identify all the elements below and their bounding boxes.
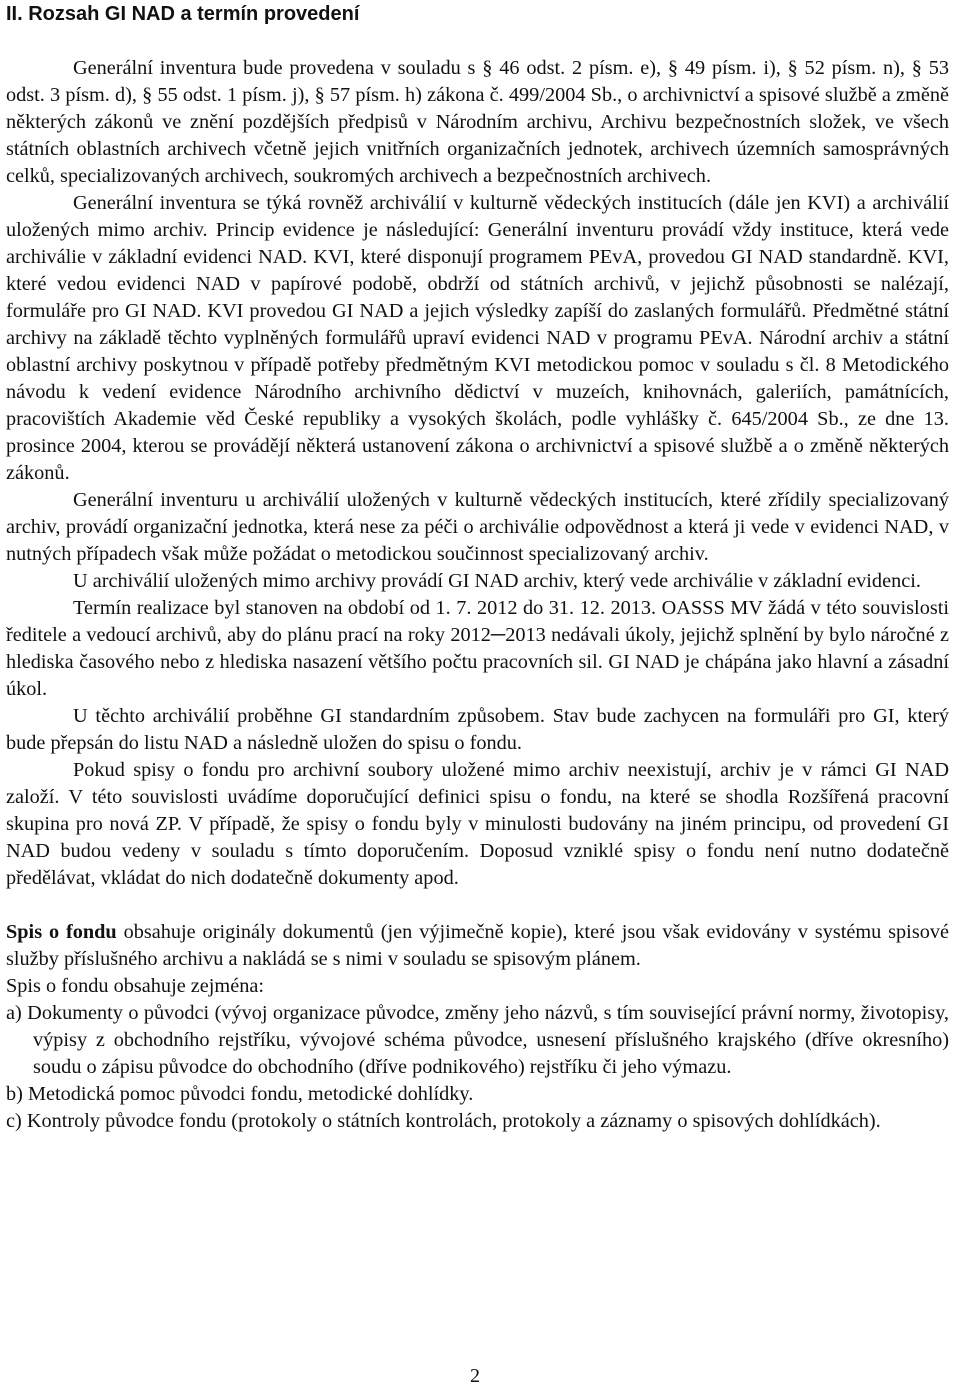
paragraph-outside-archives: U archiválií uložených mimo archivy provádí GI NAD archiv, který vede archiválie v základní evidenci. [73, 570, 921, 592]
list-item [6, 1000, 949, 1081]
spis-term: Spis o fondu [6, 921, 117, 943]
paragraph-spis-definition [6, 919, 949, 973]
spacer [6, 28, 949, 55]
section-heading: II. Rozsah GI NAD a termín provedení [6, 3, 360, 25]
list-item [6, 1081, 949, 1108]
list-item-label: c) [6, 1110, 22, 1132]
paragraph-kvi: Generální inventura se týká rovněž archiválií v kulturně vědeckých institucích (dále jen KVI) a archiválií uložených mimo archiv. Princip evidence je následující: Generální inventuru provádí vždy instituce, která vede archiválie v základní evidenci NAD. KVI, které disponují programem PEvA, provedou GI NAD standardně. KVI, které vedou evidenci NAD v papírové podobě, obdrží od státních archivů, v jejichž působnosti se nalézají, formuláře pro GI NAD. KVI provedou GI NAD a jejich výsledky zapíší do zaslaných formulářů. Předmětné státní archivy na základě těchto vyplněných formulářů upraví evidenci NAD v programu PEvA. Národní archiv a státní oblastní archivy poskytnou v případě potřeby předmětným KVI metodickou pomoc v souladu s čl. 8 Metodického návodu k vedení evidence Národního archivního dědictví v muzeích, knihovnách, galeriích, památnících, pracovištích Akademie věd České republiky a vysokých školách, podle vyhlášky č. 645/2004 Sb., ze dne 13. prosince 2004, kterou se provádějí některá ustanovení zákona o archivnictví a spisové službě a o změně některých zákonů. [6, 192, 949, 484]
list-item-label: a) [6, 1002, 22, 1024]
paragraph-scope: Generální inventura bude provedena v souladu s § 46 odst. 2 písm. e), § 49 písm. i), § 52 písm. n), § 53 odst. 3 písm. d), § 55 odst. 1 písm. j), § 57 písm. h) zákona č. 499/2004 Sb., o archivnictví a spisové službě a změně některých zákonů ve znění pozdějších předpisů v Národním archivu, Archivu bezpečnostních složek, ve všech státních oblastních archivech včetně jejich vnitřních organizačních jednotek, archivech územních samosprávných celků, specializovaných archivech, soukromých archivech a bezpečnostních archivech. [6, 57, 949, 187]
page-number: 2 [470, 1365, 480, 1387]
list-item [6, 1108, 949, 1135]
spis-definition-text: obsahuje originály dokumentů (jen výjimečně kopie), které jsou však evidovány v systému spisové služby příslušného archivu a nakládá se s nimi v souladu se spisovým plánem. [6, 921, 949, 970]
spis-intro: Spis o fondu obsahuje zejména: [6, 975, 264, 997]
list-item-text: Kontroly původce fondu (protokoly o státních kontrolách, protokoly a záznamy o spisových dohlídkách). [26, 1110, 881, 1132]
document-page [6, 0, 949, 1135]
list-item-text: Dokumenty o původci (vývoj organizace původce, změny jeho názvů, s tím související právní normy, životopisy, výpisy z obchodního rejstříku, vývojové schéma původce, usnesení příslušného krajského (dříve okresního) soudu o zápisu původce do obchodního (dříve podnikového) rejstříku či jeho výmazu. [27, 1002, 950, 1078]
spacer [6, 892, 949, 919]
list-item-text: Metodická pomoc původci fondu, metodické dohlídky. [27, 1083, 474, 1105]
paragraph-fond-files: Pokud spisy o fondu pro archivní soubory uložené mimo archiv neexistují, archiv je v rámci GI NAD založí. V této souvislosti uvádíme doporučující definici spisu o fondu, na které se shodla Rozšířená pracovní skupina pro nová ZP. V případě, že spisy o fondu byly v minulosti budovány na jiném principu, od provedení GI NAD budou vedeny v souladu s tímto doporučením. Doposud vzniklé spisy o fondu není nutno dodatečně předělávat, vkládat do nich dodatečně dokumenty apod. [6, 759, 949, 889]
paragraph-deadline: Termín realizace byl stanoven na období od 1. 7. 2012 do 31. 12. 2013. OASSS MV žádá v této souvislosti ředitele a vedoucí archivů, aby do plánu prací na roky 2012─2013 nedávali úkoly, jejichž splnění by bylo náročné z hlediska časového nebo z hlediska nasazení většího počtu pracovních sil. GI NAD je chápána jako hlavní a zásadní úkol. [6, 597, 949, 700]
paragraph-specialized-archive: Generální inventuru u archiválií uložených v kulturně vědeckých institucích, které zřídily specializovaný archiv, provádí organizační jednotka, která nese za péči o archiválie odpovědnost a která ji vede v evidenci NAD, v nutných případech však může požádat o metodickou součinnost specializovaný archiv. [6, 489, 949, 565]
paragraph-standard-gi: U těchto archiválií proběhne GI standardním způsobem. Stav bude zachycen na formuláři pro GI, který bude přepsán do listu NAD a následně uložen do spisu o fondu. [6, 705, 949, 754]
list-item-label: b) [6, 1083, 23, 1105]
